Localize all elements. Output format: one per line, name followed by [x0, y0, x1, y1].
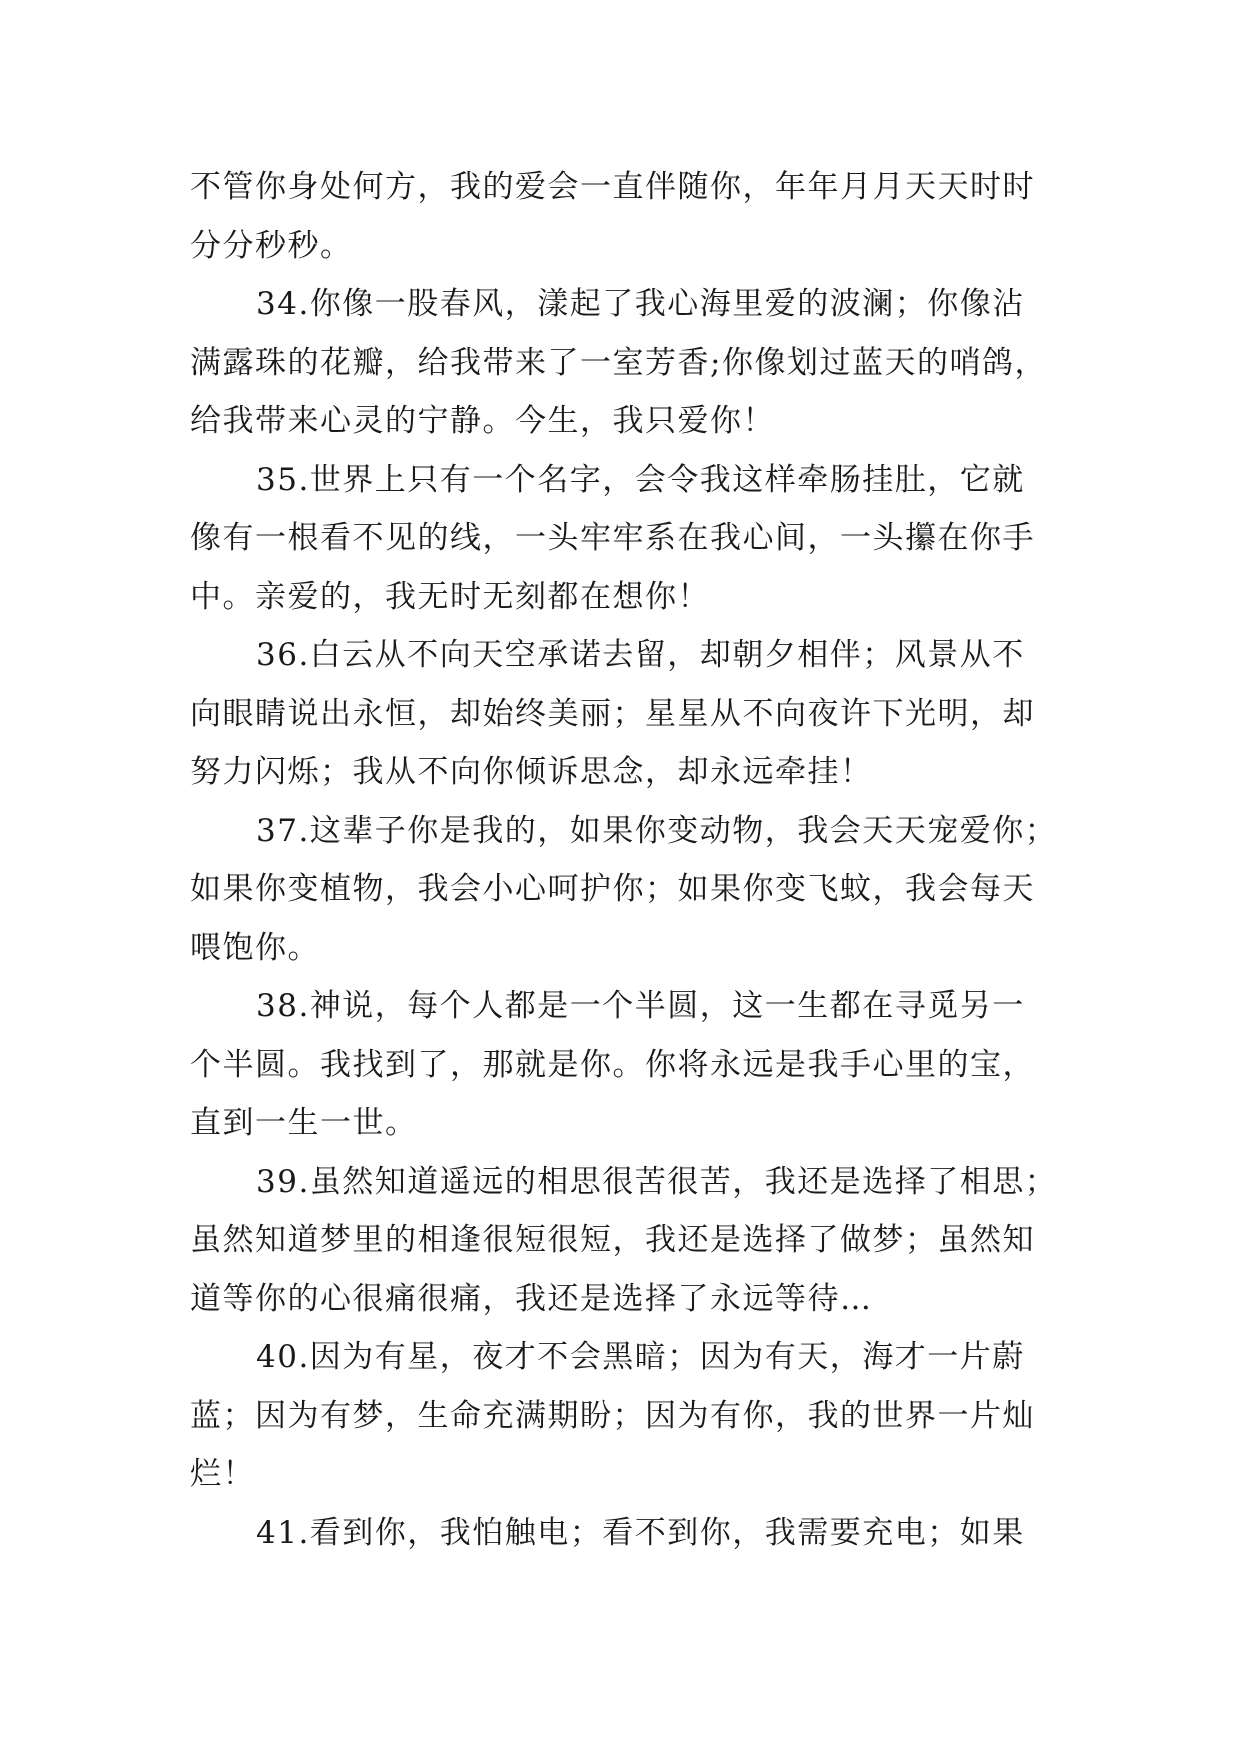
text-line: 努力闪烁；我从不向你倾诉思念，却永远牵挂！ [190, 754, 873, 790]
text-line: 蓝；因为有梦，生命充满期盼；因为有你，我的世界一片灿 [190, 1397, 1035, 1434]
text-line: 虽然知道梦里的相逢很短很短，我还是选择了做梦；虽然知 [190, 1222, 1035, 1258]
text-line: 烂！ [190, 1456, 255, 1492]
paragraph-start-40: 40.因为有星，夜才不会黑暗；因为有天，海才一片蔚 [256, 1339, 1025, 1375]
text-line: 分分秒秒。 [190, 227, 353, 264]
text-line: 像有一根看不见的线，一头牢牢系在我心间，一头攥在你手 [190, 520, 1035, 556]
paragraph-start-36: 36.白云从不向天空承诺去留，却朝夕相伴；风景从不 [256, 637, 1025, 673]
paragraph-start-39: 39.虽然知道遥远的相思很苦很苦，我还是选择了相思； [256, 1163, 1058, 1200]
text-line: 给我带来心灵的宁静。今生，我只爱你！ [190, 403, 775, 439]
text-line: 直到一生一世。 [190, 1105, 418, 1141]
paragraph-start-34: 34.你像一股春风，漾起了我心海里爱的波澜；你像沾 [256, 286, 1025, 322]
document-body [190, 158, 1058, 1562]
text-line: 不管你身处何方，我的爱会一直伴随你，年年月月天天时时 [190, 169, 1035, 205]
paragraph-start-41: 41.看到你，我怕触电；看不到你，我需要充电；如果 [256, 1514, 1025, 1551]
text-line: 喂饱你。 [190, 929, 320, 966]
text-line: 中。亲爱的，我无时无刻都在想你！ [190, 578, 710, 615]
text-line: 向眼睛说出永恒，却始终美丽；星星从不向夜许下光明，却 [190, 695, 1035, 732]
text-line: 个半圆。我找到了，那就是你。你将永远是我手心里的宝， [190, 1046, 1035, 1083]
text-line: 如果你变植物，我会小心呵护你；如果你变飞蚊，我会每天 [190, 871, 1035, 907]
paragraph-start-37: 37.这辈子你是我的，如果你变动物，我会天天宠爱你； [256, 812, 1058, 849]
text-line: 满露珠的花瓣，给我带来了一室芳香;你像划过蓝天的哨鸽， [190, 344, 1047, 381]
text-line: 道等你的心很痛很痛，我还是选择了永远等待… [190, 1280, 873, 1317]
paragraph-start-35: 35.世界上只有一个名字，会令我这样牵肠挂肚，它就 [256, 461, 1025, 498]
paragraph-start-38: 38.神说，每个人都是一个半圆，这一生都在寻觅另一 [256, 988, 1025, 1024]
